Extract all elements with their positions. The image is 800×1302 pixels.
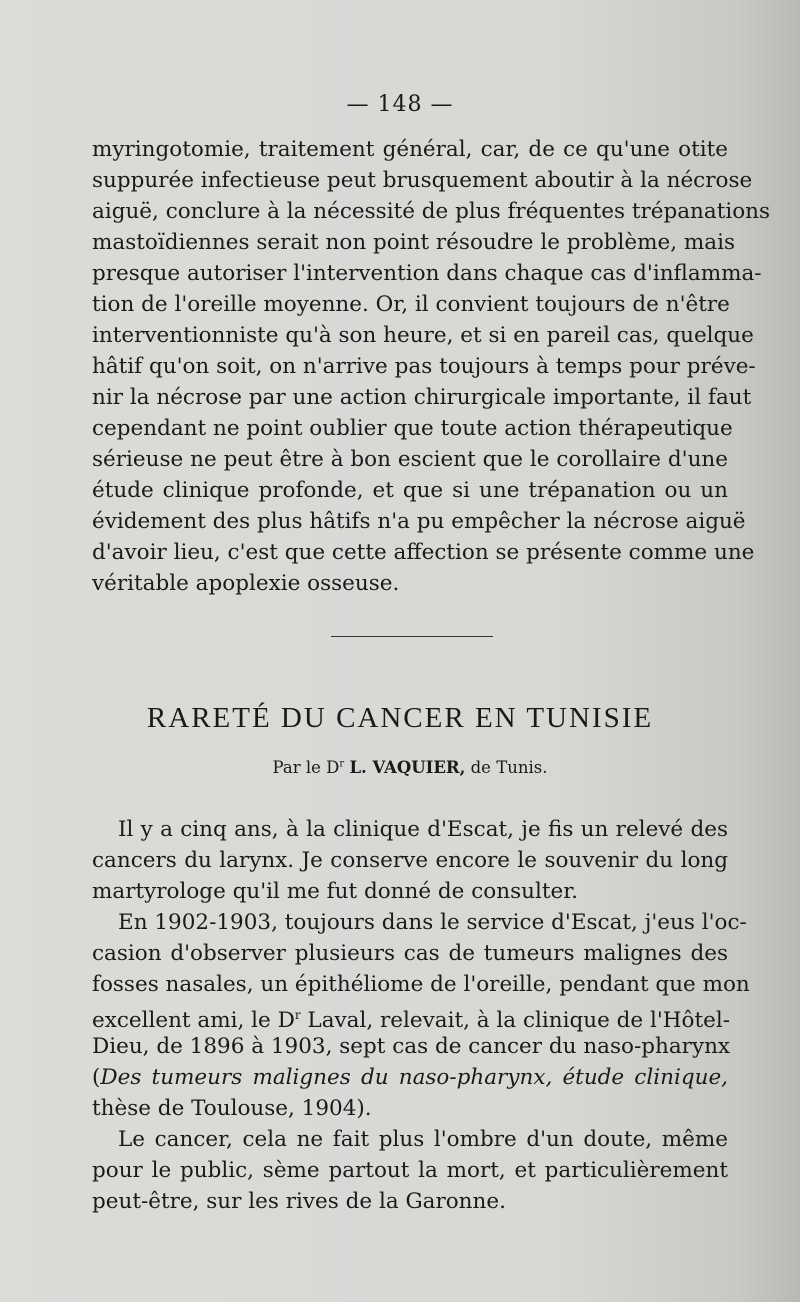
text-line: étude clinique profonde, et que si une trépanation ou un: [92, 478, 728, 503]
text-line: pour le public, sème partout la mort, et particulièrement: [92, 1158, 728, 1183]
byline-prefix: Par le D: [272, 758, 340, 777]
article-title: RARETÉ DU CANCER EN TUNISIE: [146, 702, 654, 734]
text-line: [92, 1000, 730, 1034]
text-line: d'avoir lieu, c'est que cette affection se présente comme une: [92, 540, 755, 565]
text-line: mastoïdiennes serait non point résoudre le problème, mais: [92, 230, 736, 255]
text-line: évidement des plus hâtifs n'a pu empêcher la nécrose aiguë: [92, 509, 746, 534]
text-line: aiguë, conclure à la nécessité de plus fréquentes trépanations: [92, 199, 771, 224]
text-line: Il y a cinq ans, à la clinique d'Escat, je fis un relevé des: [118, 817, 728, 842]
byline-author: L. VAQUIER,: [349, 758, 466, 777]
text-line: sérieuse ne peut être à bon escient que le corollaire d'une: [92, 447, 728, 472]
superscript: r: [294, 1008, 301, 1022]
text-line: myringotomie, traitement général, car, de ce qu'une otite: [92, 137, 728, 162]
text-line: hâtif qu'on soit, on n'arrive pas toujours à temps pour préve-: [92, 354, 756, 379]
text-line: Dieu, de 1896 à 1903, sept cas de cancer du naso-pharynx: [92, 1034, 731, 1059]
text-run: Laval, relevait, à la clinique de l'Hôtel-: [300, 1008, 730, 1034]
text-line: interventionniste qu'à son heure, et si en pareil cas, quelque: [92, 323, 754, 348]
text-line: véritable apoplexie osseuse.: [92, 571, 400, 596]
text-line: casion d'observer plusieurs cas de tumeurs malignes des: [92, 941, 728, 966]
article-byline: [0, 758, 800, 777]
text-line: tion de l'oreille moyenne. Or, il convient toujours de n'être: [92, 292, 730, 317]
text-run: excellent ami, le D: [92, 1008, 295, 1034]
text-line: peut-être, sur les rives de la Garonne.: [92, 1189, 506, 1214]
text-line: martyrologe qu'il me fut donné de consulter.: [92, 879, 578, 904]
text-line: thèse de Toulouse, 1904).: [92, 1096, 372, 1121]
text-line: [92, 1062, 728, 1093]
text-line: nir la nécrose par une action chirurgicale importante, il faut: [92, 385, 752, 410]
text-run: (: [92, 1065, 101, 1090]
text-line: suppurée infectieuse peut brusquement aboutir à la nécrose: [92, 168, 753, 193]
byline-sup: r: [339, 758, 345, 770]
text-line: cependant ne point oublier que toute action thérapeutique: [92, 416, 733, 441]
text-line: presque autoriser l'intervention dans chaque cas d'inflamma-: [92, 261, 762, 286]
thesis-title: Des tumeurs malignes du naso-pharynx, étude clinique,: [100, 1065, 728, 1090]
article-body: [92, 814, 750, 1217]
page-number: — 148 —: [346, 92, 454, 117]
byline-suffix: de Tunis.: [470, 758, 548, 777]
paragraph-continuation: [92, 134, 771, 599]
section-separator: [331, 636, 493, 637]
text-line: Le cancer, cela ne fait plus l'ombre d'un doute, même: [118, 1127, 728, 1152]
text-line: En 1902-1903, toujours dans le service d'Escat, j'eus l'oc-: [118, 910, 747, 935]
text-line: cancers du larynx. Je conserve encore le souvenir du long: [92, 848, 728, 873]
text-line: fosses nasales, un épithéliome de l'oreille, pendant que mon: [92, 972, 750, 997]
